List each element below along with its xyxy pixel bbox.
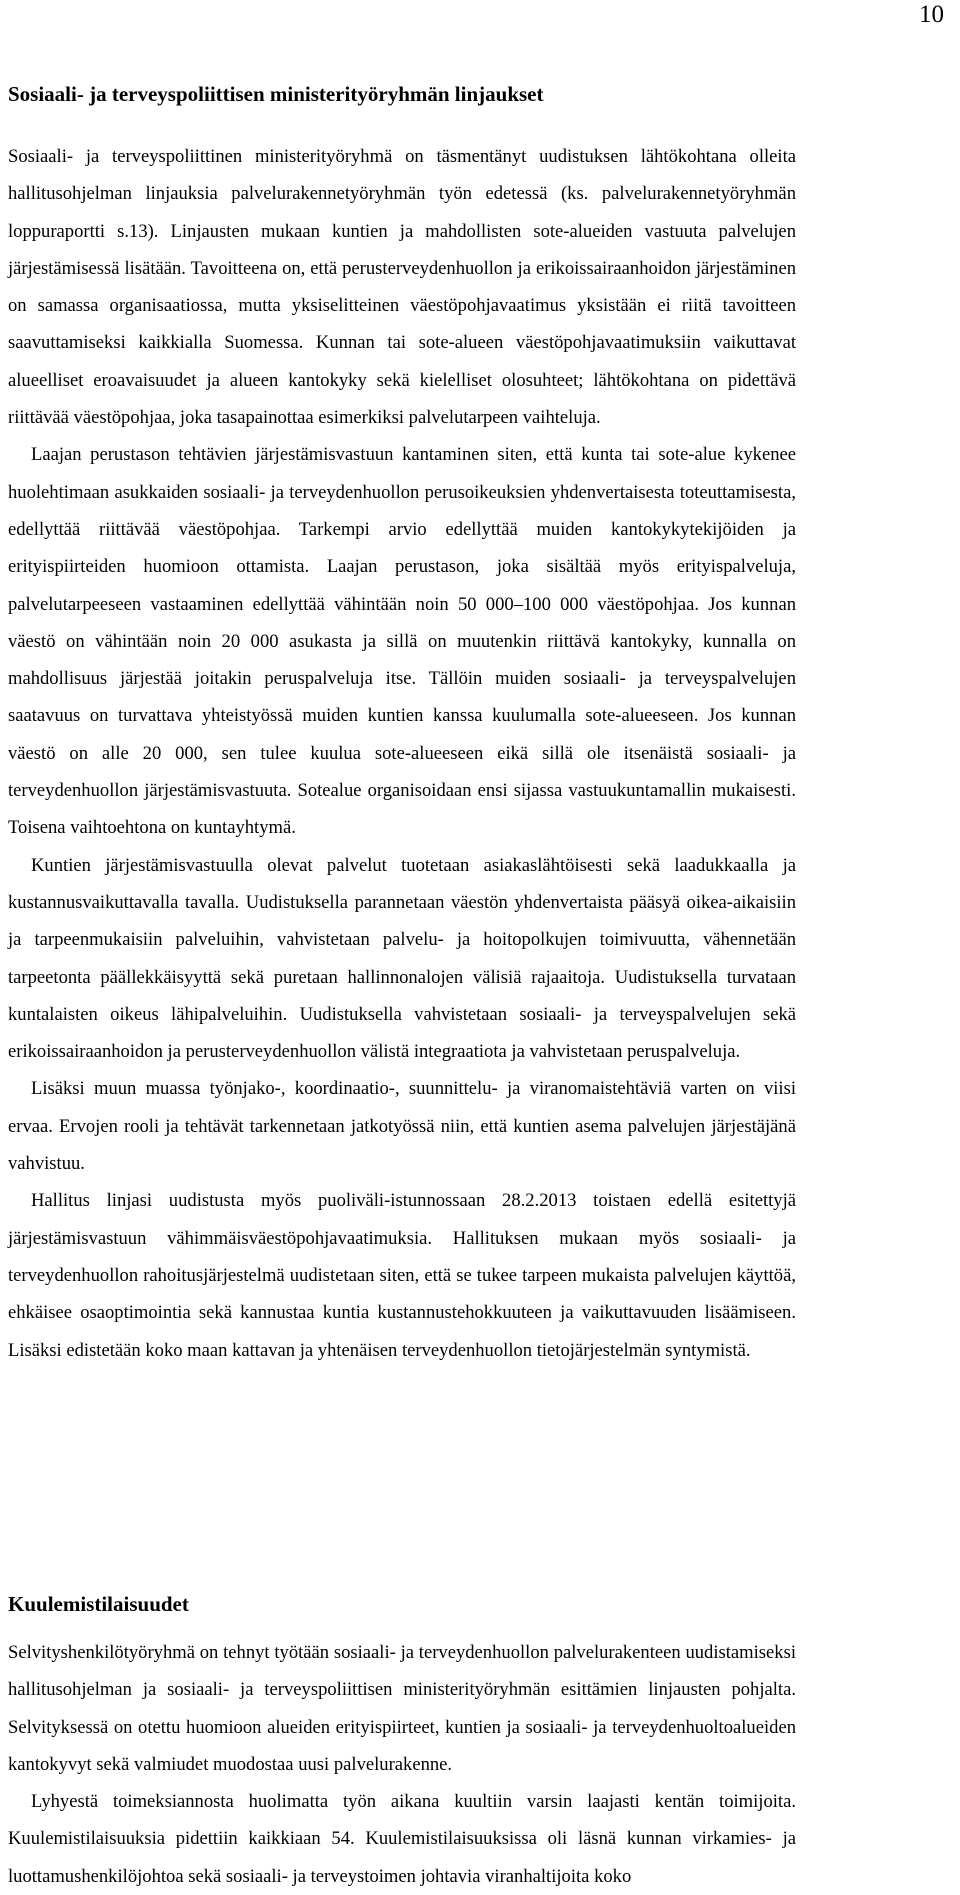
paragraph: Selvityshenkilötyöryhmä on tehnyt työtään sosiaali- ja terveydenhuollon palvelurakenteen uudistamiseksi hallitusohjelman ja sosiaali- ja terveyspoliittisen ministerityöryhmän esittämien linjausten pohjalta. Selvityksessä on otettu huomioon alueiden erityispiirteet, kuntien ja sosiaali- ja terveydenhuoltoalueiden kantokyvyt sekä valmiudet muodostaa uusi palvelurakenne. bbox=[8, 1642, 796, 1775]
paragraph: Lisäksi muun muassa työnjako-, koordinaatio-, suunnittelu- ja viranomaistehtäviä varten on viisi ervaa. Ervojen rooli ja tehtävät tarkennetaan jatkotyössä niin, että kuntien asema palvelujen järjestäjänä vahvistuu. bbox=[8, 1078, 796, 1175]
paragraph: Lyhyestä toimeksiannosta huolimatta työn aikana kuultiin varsin laajasti kentän toimijoita. Kuulemistilaisuuksia pidettiin kaikkiaan 54. Kuulemistilaisuuksissa oli läsnä kunnan virkamies- ja luottamushenkilöjohtoa sekä sosiaali- ja terveystoimen johtavia viranhaltijoita koko bbox=[8, 1791, 796, 1887]
paragraph: Hallitus linjasi uudistusta myös puoliväli-istunnossaan 28.2.2013 toistaen edellä esitettyjä järjestämisvastuun vähimmäisväestöpohjavaatimuksia. Hallituksen mukaan myös sosiaali- ja terveydenhuollon rahoitusjärjestelmä uudistetaan siten, että se tukee tarpeen mukaista palvelujen käyttöä, ehkäisee osaoptimointia sekä kannustaa kuntia kustannustehokkuuteen ja vaikuttavuuden lisäämiseen. Lisäksi edistetään koko maan kattavan ja yhtenäisen terveydenhuollon tietojärjestelmän syntymistä. bbox=[8, 1190, 796, 1361]
section-heading-linjaukset: Sosiaali- ja terveyspoliittisen ministerityöryhmän linjaukset bbox=[8, 82, 544, 106]
section-heading-kuulemistilaisuudet: Kuulemistilaisuudet bbox=[8, 1592, 189, 1616]
paragraph: Sosiaali- ja terveyspoliittinen ministerityöryhmä on täsmentänyt uudistuksen lähtökohtana olleita hallitusohjelman linjauksia palvelurakennetyöryhmän työn edetessä (ks. palvelurakennetyöryhmän loppuraportti s.13). Linjausten mukaan kuntien ja mahdollisten sote-alueiden vastuuta palvelujen järjestämisessä lisätään. Tavoitteena on, että perusterveydenhuollon ja erikoissairaanhoidon järjestäminen on samassa organisaatiossa, mutta yksiselitteinen väestöpohjavaatimus yksistään ei riitä tavoitteen saavuttamiseksi kaikkialla Suomessa. Kunnan tai sote-alueen väestöpohjavaatimuksiin vaikuttavat alueelliset eroavaisuudet ja alueen kantokyky sekä kielelliset olosuhteet; lähtökohtana on pidettävä riittävää väestöpohjaa, joka tasapainottaa esimerkiksi palvelutarpeen vaihteluja. bbox=[8, 146, 796, 429]
paragraph: Kuntien järjestämisvastuulla olevat palvelut tuotetaan asiakaslähtöisesti sekä laadukkaalla ja kustannusvaikuttavalla tavalla. Uudistuksella parannetaan väestön yhdenvertaista pääsyä oikea-aikaisiin ja tarpeenmukaisiin palveluihin, vahvistetaan palvelu- ja hoitopolkujen toimivuutta, vähennetään tarpeetonta päällekkäisyyttä sekä puretaan hallinnonalojen välisiä rajaaitoja. Uudistuksella turvataan kuntalaisten oikeus lähipalveluihin. Uudistuksella vahvistetaan sosiaali- ja terveyspalvelujen sekä erikoissairaanhoidon ja perusterveydenhuollon välistä integraatiota ja vahvistetaan peruspalveluja. bbox=[8, 854, 796, 1063]
section-body-kuulemistilaisuudet bbox=[8, 1634, 796, 1895]
paragraph: Laajan perustason tehtävien järjestämisvastuun kantaminen siten, että kunta tai sote-alue kykenee huolehtimaan asukkaiden sosiaali- ja terveydenhuollon perusoikeuksien yhdenvertaisesta toteuttamisesta, edellyttää riittävää väestöpohjaa. Tarkempi arvio edellyttää muiden kantokykytekijöiden ja erityispiirteiden huomioon ottamista. Laajan perustason, joka sisältää myös erityispalveluja, palvelutarpeeseen vastaaminen edellyttää vähintään noin 50 000–100 000 väestöpohjaa. Jos kunnan väestö on vähintään noin 20 000 asukasta ja sillä on muutenkin riittävä kantokyky, kunnalla on mahdollisuus järjestää joitakin peruspalveluja itse. Tällöin muiden sosiaali- ja terveyspalvelujen saatavuus on turvattava yhteistyössä muiden kuntien kanssa kuulumalla sote-alueeseen. Jos kunnan väestö on alle 20 000, sen tulee kuulua sote-alueeseen eikä sillä ole itsenäistä sosiaali- ja terveydenhuollon järjestämisvastuuta. Sotealue organisoidaan ensi sijassa vastuukuntamallin mukaisesti. Toisena vaihtoehtona on kuntayhtymä. bbox=[8, 444, 796, 839]
section-body-linjaukset bbox=[8, 138, 796, 1369]
page-number: 10 bbox=[919, 1, 944, 28]
